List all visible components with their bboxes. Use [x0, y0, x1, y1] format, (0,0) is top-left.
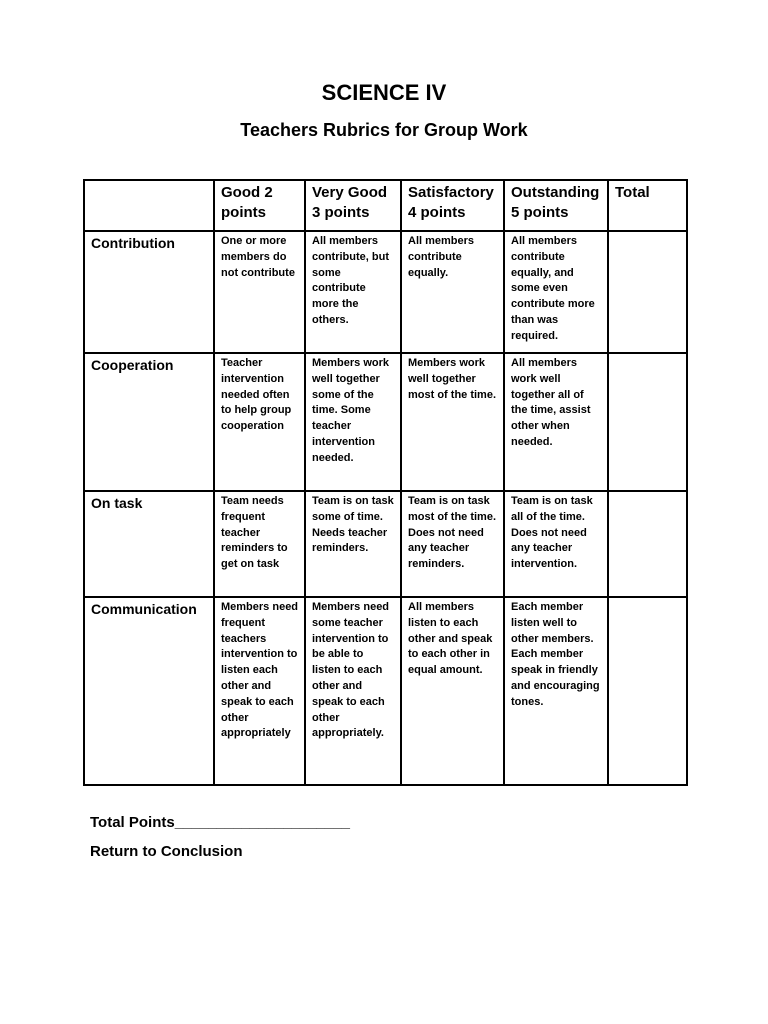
table-cell: Team is on task some of time. Needs teacher reminders. [305, 491, 401, 597]
total-cell [608, 231, 687, 353]
table-cell: One or more members do not contribute [214, 231, 305, 353]
header-good: Good 2 points [214, 180, 305, 231]
table-cell: Team needs frequent teacher reminders to get on task [214, 491, 305, 597]
total-cell [608, 491, 687, 597]
page-subtitle: Teachers Rubrics for Group Work [240, 120, 528, 140]
table-header-row [84, 180, 687, 231]
table-cell: Team is on task all of the time. Does not need any teacher intervention. [504, 491, 608, 597]
page-title: SCIENCE IV [321, 80, 447, 105]
table-cell: All members contribute equally. [401, 231, 504, 353]
criterion-communication: Communication [84, 597, 214, 785]
criterion-cooperation: Cooperation [84, 353, 214, 491]
header-satisfactory: Satisfactory 4 points [401, 180, 504, 231]
rubric-table [83, 179, 688, 786]
table-cell: All members listen to each other and speak to each other in equal amount. [401, 597, 504, 785]
header-criterion [84, 180, 214, 231]
table-row [84, 597, 687, 785]
table-cell: Team is on task most of the time. Does not need any teacher reminders. [401, 491, 504, 597]
table-cell: Members need frequent teachers intervention to listen each other and speak to each other appropriately [214, 597, 305, 785]
total-cell [608, 353, 687, 491]
table-row [84, 353, 687, 491]
table-cell: Members need some teacher intervention to be able to listen to each other and speak to each other appropriately. [305, 597, 401, 785]
criterion-contribution: Contribution [84, 231, 214, 353]
total-points-line: Total Points_____________________ [90, 814, 350, 831]
table-cell: Members work well together most of the time. [401, 353, 504, 491]
table-cell: All members contribute, but some contribute more the others. [305, 231, 401, 353]
table-cell: All members work well together all of the time, assist other when needed. [504, 353, 608, 491]
total-cell [608, 597, 687, 785]
header-very-good: Very Good 3 points [305, 180, 401, 231]
table-cell: Each member listen well to other members. Each member speak in friendly and encouraging tones. [504, 597, 608, 785]
header-total: Total [608, 180, 687, 231]
return-to-conclusion-link[interactable]: Return to Conclusion [90, 843, 243, 860]
table-row [84, 491, 687, 597]
table-cell: Members work well together some of the time. Some teacher intervention needed. [305, 353, 401, 491]
table-row [84, 231, 687, 353]
header-outstanding: Outstanding 5 points [504, 180, 608, 231]
table-cell: All members contribute equally, and some even contribute more than was required. [504, 231, 608, 353]
table-cell: Teacher intervention needed often to help group cooperation [214, 353, 305, 491]
criterion-on-task: On task [84, 491, 214, 597]
